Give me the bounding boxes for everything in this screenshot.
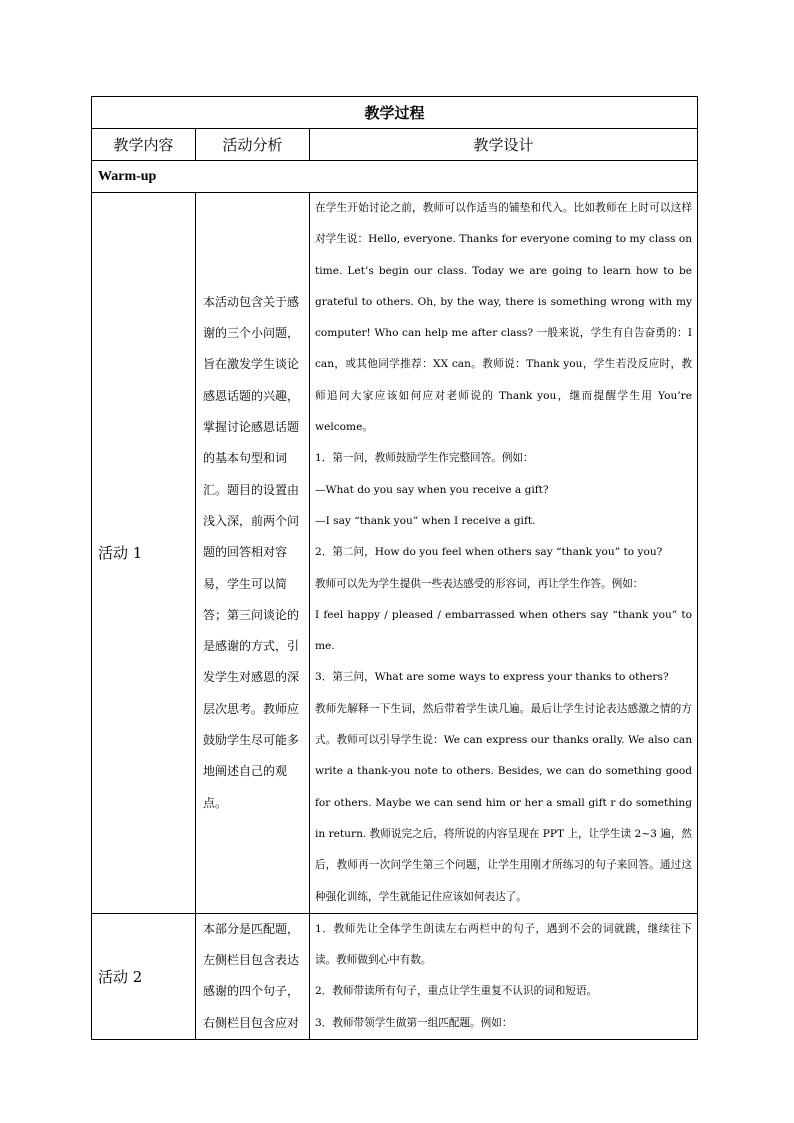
design-paragraph: —I say “thank you” when I receive a gift. — [315, 514, 536, 527]
activity-1-analysis-text: 本活动包含关于感谢的三个小问题，旨在激发学生谈论感恩话题的兴趣，掌握讨论感恩话题的基本句型和词汇。题目的设置由浅入深，前两个问题的回答相对容易，学生可以简答；第三问谈论的是感谢的方式，引发学生对感恩的深层次思考。教师应鼓励学生尽可能多地阐述自己的观点。 — [203, 294, 300, 810]
design-paragraph: 教师先解释一下生词，然后带着学生读几遍。最后让学生讨论表达感激之情的方式。教师可以引导学生说：We can express our thanks orally. We also can write a thank-you note to others. Besides, we can do something good for others. Maybe we can send him or her a small gift r do something in return. 教师说完之后，将所说的内容呈现在 PPT 上，让学生读 2~3 遍，然后，教师再一次问学生第三个问题，让学生用刚才所练习的句子来回答。通过这种强化训练，学生就能记住应该如何表达了。 — [315, 702, 693, 903]
activity-2-name: 活动 2 — [92, 913, 196, 1039]
table-title: 教学过程 — [92, 97, 698, 129]
activity-1-analysis — [196, 193, 310, 914]
header-content: 教学内容 — [92, 129, 196, 161]
activity-2-analysis-text: 本部分是匹配题，左侧栏目包含表达感谢的四个句子，右侧栏目包含应对 — [203, 921, 300, 1030]
activity-row-2 — [92, 913, 698, 1039]
design-paragraph: I feel happy / pleased / embarrassed when others say “thank you” to me. — [315, 608, 693, 653]
design-paragraph: 2．教师带读所有句子，重点让学生重复不认识的词和短语。 — [315, 985, 598, 998]
header-design: 教学设计 — [310, 129, 698, 161]
activity-1-design — [310, 193, 698, 914]
teaching-process-table — [91, 96, 698, 1040]
design-paragraph: 3．教师带领学生做第一组匹配题。例如： — [315, 1016, 513, 1029]
design-paragraph: 在学生开始讨论之前，教师可以作适当的铺垫和代入。比如教师在上时可以这样对学生说：Hello, everyone. Thanks for everyone coming to my class on time. Let’s begin our class. Today we are going to learn how to be grateful to others. Oh, by the way, there is something wrong with my computer! Who can help me after class? 一般来说，学生有自告奋勇的：I can，或其他同学推荐：XX can。教师说：Thank you，学生若没反应时，教师追问大家应该如何应对老师说的 Thank you，继而提醒学生用 You’re welcome。 — [315, 202, 693, 434]
section-warm-up: Warm-up — [92, 161, 698, 193]
design-paragraph: 3．第三问，What are some ways to express your thanks to others? — [315, 671, 669, 684]
activity-2-design — [310, 913, 698, 1039]
design-paragraph: 2．第二问，How do you feel when others say “thank you” to you? — [315, 546, 663, 559]
activity-1-name: 活动 1 — [92, 193, 196, 914]
activity-2-analysis — [196, 913, 310, 1039]
activity-row-1 — [92, 193, 698, 914]
design-paragraph: —What do you say when you receive a gift? — [315, 483, 549, 496]
design-paragraph: 1．第一问，教师鼓励学生作完整回答。例如： — [315, 452, 534, 465]
design-paragraph: 1．教师先让全体学生朗读左右两栏中的句子，遇到不会的词就跳，继续往下读。教师做到心中有数。 — [315, 922, 693, 967]
header-analysis: 活动分析 — [196, 129, 310, 161]
design-paragraph: 教师可以先为学生提供一些表达感受的形容词，再让学生作答。例如： — [315, 577, 644, 590]
